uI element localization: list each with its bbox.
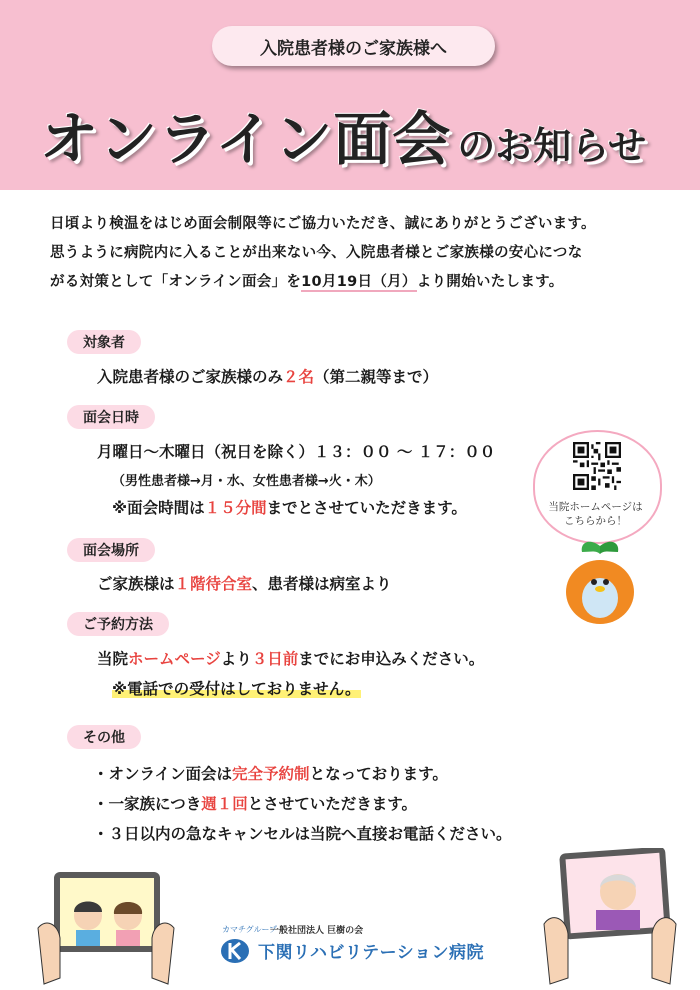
- section-label-reservation: [67, 612, 169, 636]
- section-label-place: [67, 538, 155, 562]
- intro-line: 日頃より検温をはじめ面会制限等にご協力いただき、誠にありがとうございます。: [50, 216, 596, 232]
- section-label-target: [67, 330, 141, 354]
- intro-line: 思うように病院内に入ることが出来ない今、入院患者様とご家族様の安心につな: [50, 245, 583, 261]
- frequency: 週１回: [201, 795, 248, 813]
- section-label-text: その他: [83, 730, 125, 746]
- no-phone-note: [112, 677, 361, 699]
- section-label-text: 面会場所: [83, 543, 139, 559]
- other-item: [93, 792, 417, 814]
- text: となっております。: [309, 765, 448, 783]
- reservation-only: 完全予約制: [232, 765, 310, 783]
- datetime-note: （男性患者様→月・水、女性患者様→火・木）: [112, 474, 381, 489]
- text: ご家族様は: [97, 575, 175, 593]
- section-label-text: 対象者: [83, 335, 125, 351]
- other-item: [93, 762, 448, 784]
- hospital-name: 下関リハビリテーション病院: [258, 943, 484, 963]
- reservation-line: [97, 647, 484, 669]
- homepage-link[interactable]: ホームページ: [128, 650, 221, 668]
- mascot-illustration: [560, 538, 640, 628]
- logo-k-icon: [220, 938, 250, 964]
- text: までとさせていただきます。: [266, 499, 467, 517]
- section-label-datetime: [67, 405, 155, 429]
- qr-caption-line: 当院ホームページは: [548, 501, 643, 513]
- logo-org-name: 一般社団法人 巨樹の会: [270, 926, 364, 936]
- audience-text: 入院患者様のご家族様へ: [260, 38, 447, 59]
- text: までにお申込みください。: [298, 650, 485, 668]
- audience-pill: [212, 26, 495, 66]
- intro-text: がる対策として「オンライン面会」を: [50, 274, 302, 290]
- text: より: [220, 650, 252, 668]
- highlighted-note: ※電話での受付はしておりません。: [112, 680, 361, 698]
- text: （第二親等まで）: [314, 368, 439, 386]
- section-label-text: ご予約方法: [83, 617, 153, 633]
- target-text: [97, 365, 438, 387]
- intro-line: [50, 268, 660, 297]
- visitor-count: ２名: [283, 368, 315, 386]
- section-label-text: 面会日時: [83, 410, 139, 426]
- text: ・オンライン面会は: [93, 765, 233, 783]
- other-item: ・３日以内の急なキャンセルは当院へ直接お電話ください。: [93, 825, 512, 843]
- visit-duration: １５分間: [204, 499, 267, 517]
- section-label-other: [67, 725, 141, 749]
- title-suffix: のお知らせ: [457, 124, 647, 168]
- deadline: ３日前: [251, 650, 299, 668]
- start-date: 10月19日（月）: [301, 274, 417, 290]
- text: 当院: [97, 650, 129, 668]
- datetime-line: 月曜日～木曜日（祝日を除く）１３：００ ～ １７：００: [97, 443, 496, 461]
- logo-group-name: カマチグループ: [222, 925, 278, 934]
- text: とさせていただきます。: [247, 795, 417, 813]
- text: ・一家族につき: [93, 795, 202, 813]
- intro-paragraph: [50, 210, 660, 297]
- qr-code[interactable]: [573, 442, 621, 490]
- page-title: [40, 92, 646, 172]
- qr-caption: [538, 500, 653, 528]
- tablet-patient-illustration: [540, 848, 680, 986]
- duration-line: [112, 496, 467, 518]
- text: 入院患者様のご家族様のみ: [97, 368, 284, 386]
- text: ※面会時間は: [112, 499, 205, 517]
- text: 、患者様は病室より: [252, 575, 392, 593]
- hospital-logo: [220, 922, 490, 966]
- waiting-room: １階待合室: [174, 575, 253, 593]
- qr-caption-line: こちらから！: [564, 515, 627, 527]
- tablet-family-illustration: [36, 868, 176, 986]
- place-text: [97, 572, 392, 594]
- intro-text: より開始いたします。: [416, 274, 564, 290]
- title-main: オンライン面会: [40, 105, 452, 173]
